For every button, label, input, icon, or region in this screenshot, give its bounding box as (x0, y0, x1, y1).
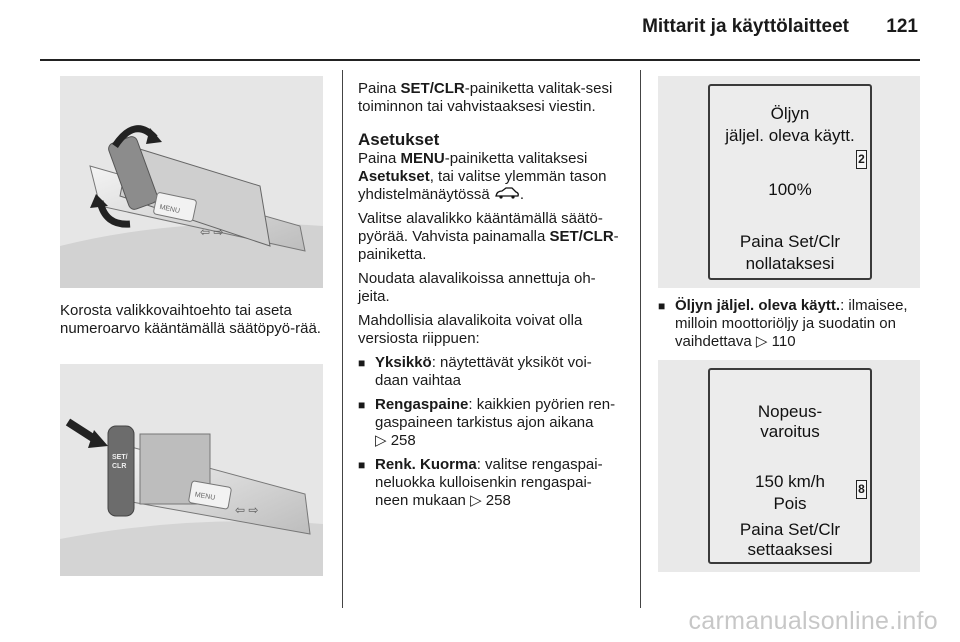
page-indicator-icon: 2 (856, 150, 867, 169)
menu-button-label: MENU (158, 203, 181, 216)
caption-wheel: Korosta valikkovaihtoehto tai aseta numeroarvo kääntämällä säätöpyö-rää. (60, 302, 321, 337)
page-ref: 258 (485, 492, 511, 509)
ref-arrow-icon: ▷ (375, 432, 387, 449)
watermark: carmanualsonline.info (688, 607, 938, 635)
page-number: 121 (886, 16, 918, 37)
svg-text:⇦ ⇨: ⇦ ⇨ (200, 225, 224, 239)
svg-text:⇦ ⇨: ⇦ ⇨ (235, 503, 259, 517)
ref-arrow-icon: ▷ (755, 333, 768, 350)
list-item-oil-life: ■ Öljyn jäljel. oleva käytt.: ilmaisee, milloin moottoriöljy ja suodatin on vaihdettava ▷ 110 (658, 297, 923, 351)
middle-column (358, 80, 623, 516)
display-value: 150 km/h (755, 472, 825, 491)
display-line: Öljyn (770, 104, 810, 123)
page-ref: 258 (390, 432, 416, 449)
speed-warning-display (708, 368, 872, 564)
oil-life-bullet (658, 297, 923, 357)
display-line: jäljel. oleva käytt. (725, 126, 855, 145)
display-line: varoitus (760, 422, 820, 441)
stalk-set-illustration (60, 364, 323, 576)
submenus-intro-paragraph: Mahdollisia alavalikoita voivat olla versiosta riippuen: (358, 312, 583, 347)
settings-paragraph: Paina MENU-painiketta valitaksesi Asetukset, tai valitse ylemmän tason yhdistelmänäytössä . (358, 150, 607, 203)
display-line: Nopeus- (757, 402, 823, 421)
menu-button-label-2: MENU (194, 491, 216, 502)
list-item-tire-load: ■ Renk. Kuorma: valitse rengaspai-neluokka kulloisenkin rengaspai-neen mukaan ▷ 258 (358, 456, 623, 510)
list-item-tire-pressure: ■ Rengaspaine: kaikkien pyörien ren-gaspaineen tarkistus ajon aikana ▷ 258 (358, 396, 623, 450)
clr-label: CLR (112, 463, 127, 470)
ref-arrow-icon: ▷ (470, 492, 482, 509)
set-label: SET/ (112, 454, 128, 461)
oil-life-display-panel (658, 76, 920, 288)
page-indicator-icon: 8 (856, 480, 867, 499)
speed-warning-display-panel (658, 360, 920, 572)
stalk-wheel-photo (60, 76, 323, 288)
display-line: nollataksesi (745, 254, 835, 273)
display-line: Pois (773, 494, 807, 513)
stalk-wheel-illustration (60, 76, 323, 288)
page-ref: 110 (771, 333, 796, 350)
column-divider-right (640, 70, 641, 608)
list-item-unit: ■ Yksikkö: näytettävät yksiköt voi-daan vaihtaa (358, 354, 623, 390)
display-line: Paina Set/Clr (739, 232, 841, 251)
header-divider (40, 59, 920, 61)
display-line: settaaksesi (747, 540, 833, 559)
instructions-paragraph: Noudata alavalikoissa annettuja oh-jeita. (358, 270, 596, 305)
car-icon (494, 187, 520, 199)
page-header-title: Mittarit ja käyttölaitteet (642, 16, 849, 37)
display-line: Paina Set/Clr (739, 520, 841, 539)
display-value: 100% (768, 180, 812, 199)
submenu-paragraph: Valitse alavalikko kääntämällä säätö-pyörää. Vahvista painamalla SET/CLR-painiketta. (358, 210, 619, 263)
column-divider-left (342, 70, 343, 608)
section-heading: Asetukset (358, 130, 440, 149)
submenu-list (358, 354, 623, 510)
stalk-set-button-photo (60, 364, 323, 576)
oil-life-display (708, 84, 872, 280)
intro-paragraph: Paina SET/CLR-painiketta valitak-sesi toiminnon tai vahvistaaksesi viestin. (358, 80, 613, 115)
